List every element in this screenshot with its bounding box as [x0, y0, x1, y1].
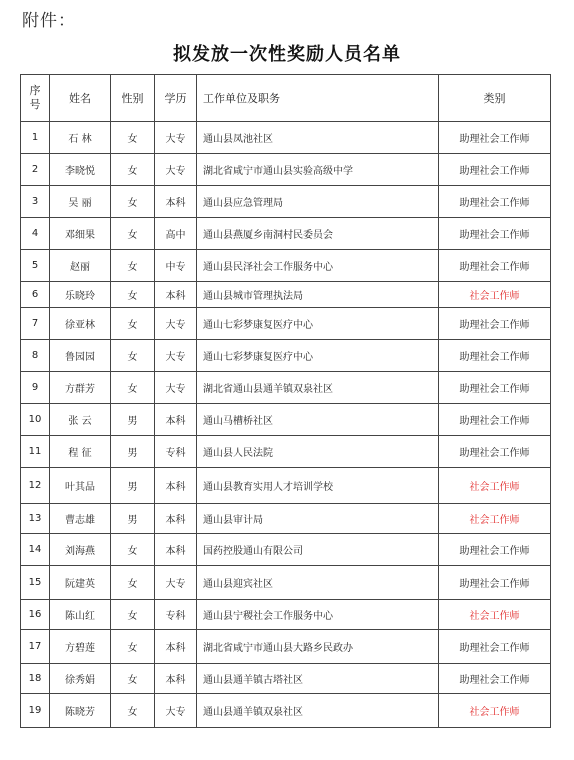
- cell-category: 助理社会工作师: [439, 566, 551, 600]
- cell-gender: 女: [111, 630, 155, 664]
- cell-workplace: 国药控股通山有限公司: [197, 534, 439, 566]
- table-row: [21, 566, 551, 600]
- cell-category: 助理社会工作师: [439, 630, 551, 664]
- cell-name: 方碧莲: [50, 630, 111, 664]
- cell-education: 本科: [155, 468, 197, 504]
- table-row: [21, 122, 551, 154]
- cell-workplace: 通山县通羊镇古塔社区: [197, 664, 439, 694]
- table-row: [21, 600, 551, 630]
- cell-name: 张 云: [50, 404, 111, 436]
- cell-education: 本科: [155, 630, 197, 664]
- cell-name: 刘海燕: [50, 534, 111, 566]
- table-header-row: [21, 75, 551, 122]
- cell-gender: 女: [111, 372, 155, 404]
- cell-number: 14: [21, 534, 50, 566]
- cell-number: 2: [21, 154, 50, 186]
- cell-number: 4: [21, 218, 50, 250]
- cell-workplace: 湖北省通山县通羊镇双泉社区: [197, 372, 439, 404]
- cell-workplace: 通山县教育实用人才培训学校: [197, 468, 439, 504]
- cell-number: 1: [21, 122, 50, 154]
- cell-education: 大专: [155, 308, 197, 340]
- cell-name: 赵丽: [50, 250, 111, 282]
- header-workplace: 工作单位及职务: [197, 75, 439, 122]
- table-row: [21, 436, 551, 468]
- cell-name: 李晓悦: [50, 154, 111, 186]
- cell-education: 专科: [155, 436, 197, 468]
- cell-number: 7: [21, 308, 50, 340]
- cell-workplace: 通山县宁稷社会工作服务中心: [197, 600, 439, 630]
- table-row: [21, 282, 551, 308]
- cell-gender: 男: [111, 468, 155, 504]
- cell-education: 本科: [155, 664, 197, 694]
- cell-education: 本科: [155, 404, 197, 436]
- cell-category: 社会工作师: [439, 468, 551, 504]
- cell-category: 助理社会工作师: [439, 218, 551, 250]
- cell-workplace: 通山县城市管理执法局: [197, 282, 439, 308]
- cell-number: 17: [21, 630, 50, 664]
- cell-category: 助理社会工作师: [439, 404, 551, 436]
- cell-education: 本科: [155, 186, 197, 218]
- cell-name: 陈山红: [50, 600, 111, 630]
- table-row: [21, 504, 551, 534]
- cell-name: 吴 丽: [50, 186, 111, 218]
- header-category: 类别: [439, 75, 551, 122]
- cell-name: 程 征: [50, 436, 111, 468]
- cell-gender: 男: [111, 504, 155, 534]
- table-row: [21, 534, 551, 566]
- header-name: 姓名: [50, 75, 111, 122]
- cell-gender: 女: [111, 308, 155, 340]
- cell-category: 社会工作师: [439, 282, 551, 308]
- cell-name: 徐亚林: [50, 308, 111, 340]
- table-row: [21, 372, 551, 404]
- cell-number: 12: [21, 468, 50, 504]
- table-row: [21, 664, 551, 694]
- cell-workplace: 通山县人民法院: [197, 436, 439, 468]
- cell-number: 18: [21, 664, 50, 694]
- header-gender: 性别: [111, 75, 155, 122]
- cell-workplace: 通山县应急管理局: [197, 186, 439, 218]
- cell-name: 石 林: [50, 122, 111, 154]
- cell-gender: 女: [111, 250, 155, 282]
- header-seq: [21, 75, 50, 122]
- cell-workplace: 通山县审计局: [197, 504, 439, 534]
- cell-gender: 男: [111, 404, 155, 436]
- cell-education: 专科: [155, 600, 197, 630]
- cell-workplace: 通山七彩梦康复医疗中心: [197, 308, 439, 340]
- cell-name: 邓细果: [50, 218, 111, 250]
- table-row: [21, 154, 551, 186]
- cell-name: 叶其品: [50, 468, 111, 504]
- cell-name: 乐晓玲: [50, 282, 111, 308]
- header-seq-line1: 序: [29, 84, 41, 97]
- cell-workplace: 湖北省咸宁市通山县实验高级中学: [197, 154, 439, 186]
- cell-category: 助理社会工作师: [439, 250, 551, 282]
- cell-name: 陈晓芳: [50, 694, 111, 728]
- header-education: 学历: [155, 75, 197, 122]
- cell-number: 10: [21, 404, 50, 436]
- cell-education: 大专: [155, 694, 197, 728]
- cell-workplace: 通山七彩梦康复医疗中心: [197, 340, 439, 372]
- cell-number: 3: [21, 186, 50, 218]
- cell-gender: 女: [111, 186, 155, 218]
- cell-category: 助理社会工作师: [439, 154, 551, 186]
- table-row: [21, 218, 551, 250]
- cell-workplace: 通山县通羊镇双泉社区: [197, 694, 439, 728]
- cell-category: 助理社会工作师: [439, 436, 551, 468]
- cell-name: 鲁园园: [50, 340, 111, 372]
- table-row: [21, 404, 551, 436]
- cell-education: 本科: [155, 282, 197, 308]
- cell-gender: 女: [111, 566, 155, 600]
- cell-category: 社会工作师: [439, 600, 551, 630]
- cell-name: 曹志雄: [50, 504, 111, 534]
- table-body: [21, 122, 551, 728]
- attachment-label: 附件：: [22, 11, 76, 31]
- table-row: [21, 186, 551, 218]
- cell-name: 方群芳: [50, 372, 111, 404]
- table-row: [21, 250, 551, 282]
- cell-name: 阮建英: [50, 566, 111, 600]
- cell-category: 助理社会工作师: [439, 372, 551, 404]
- cell-category: 助理社会工作师: [439, 340, 551, 372]
- cell-education: 本科: [155, 504, 197, 534]
- cell-gender: 女: [111, 340, 155, 372]
- cell-category: 社会工作师: [439, 694, 551, 728]
- page-title: 拟发放一次性奖励人员名单: [173, 44, 401, 65]
- cell-education: 大专: [155, 122, 197, 154]
- award-list-table: [20, 74, 551, 728]
- cell-number: 9: [21, 372, 50, 404]
- cell-education: 高中: [155, 218, 197, 250]
- cell-workplace: 通山县凤池社区: [197, 122, 439, 154]
- cell-gender: 女: [111, 218, 155, 250]
- cell-category: 社会工作师: [439, 504, 551, 534]
- cell-category: 助理社会工作师: [439, 308, 551, 340]
- cell-education: 大专: [155, 340, 197, 372]
- header-seq-line2: 号: [29, 98, 41, 111]
- cell-gender: 女: [111, 600, 155, 630]
- cell-workplace: 通山县民泽社会工作服务中心: [197, 250, 439, 282]
- cell-education: 中专: [155, 250, 197, 282]
- cell-number: 5: [21, 250, 50, 282]
- cell-gender: 女: [111, 664, 155, 694]
- cell-workplace: 通山马槽桥社区: [197, 404, 439, 436]
- cell-name: 徐秀娟: [50, 664, 111, 694]
- table-row: [21, 468, 551, 504]
- cell-education: 本科: [155, 534, 197, 566]
- cell-category: 助理社会工作师: [439, 122, 551, 154]
- cell-gender: 女: [111, 154, 155, 186]
- cell-number: 11: [21, 436, 50, 468]
- cell-number: 6: [21, 282, 50, 308]
- cell-workplace: 湖北省咸宁市通山县大路乡民政办: [197, 630, 439, 664]
- table-row: [21, 630, 551, 664]
- cell-education: 大专: [155, 372, 197, 404]
- cell-category: 助理社会工作师: [439, 534, 551, 566]
- cell-gender: 女: [111, 282, 155, 308]
- cell-education: 大专: [155, 154, 197, 186]
- table-row: [21, 308, 551, 340]
- cell-number: 13: [21, 504, 50, 534]
- cell-category: 助理社会工作师: [439, 664, 551, 694]
- cell-education: 大专: [155, 566, 197, 600]
- cell-workplace: 通山县燕厦乡南洞村民委员会: [197, 218, 439, 250]
- cell-number: 8: [21, 340, 50, 372]
- cell-category: 助理社会工作师: [439, 186, 551, 218]
- cell-number: 15: [21, 566, 50, 600]
- cell-number: 16: [21, 600, 50, 630]
- table-row: [21, 340, 551, 372]
- cell-number: 19: [21, 694, 50, 728]
- cell-gender: 女: [111, 694, 155, 728]
- cell-gender: 男: [111, 436, 155, 468]
- cell-workplace: 通山县迎宾社区: [197, 566, 439, 600]
- cell-gender: 女: [111, 122, 155, 154]
- cell-gender: 女: [111, 534, 155, 566]
- table-row: [21, 694, 551, 728]
